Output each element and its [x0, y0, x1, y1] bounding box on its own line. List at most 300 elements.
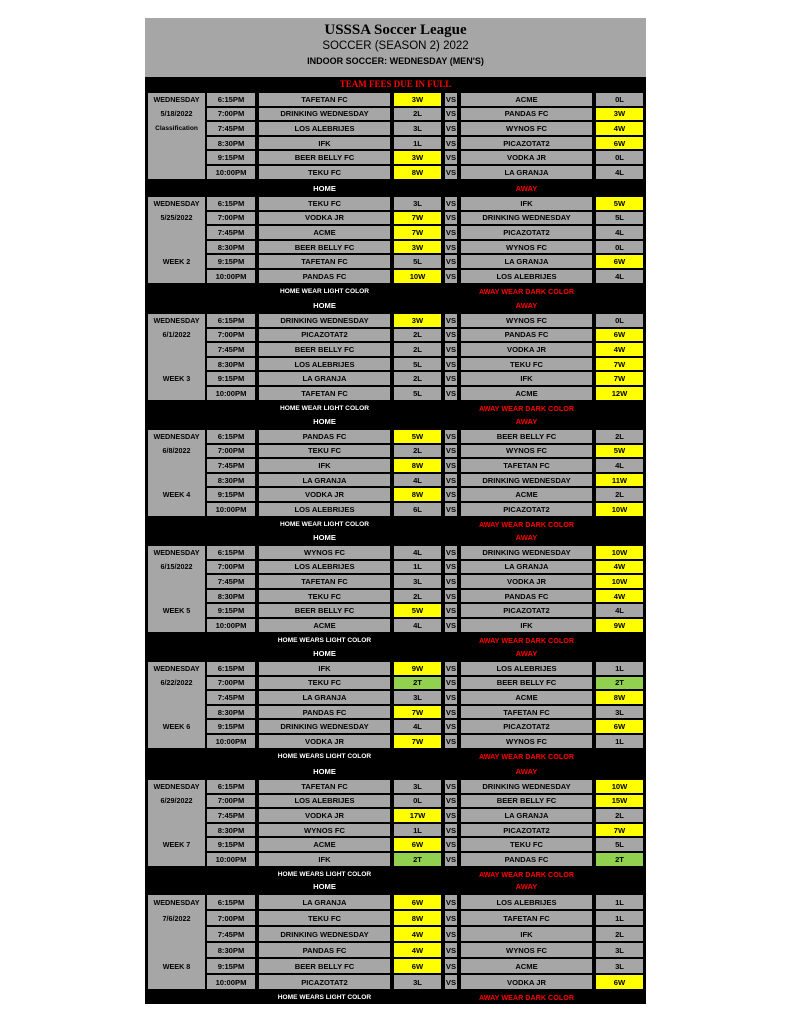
vs-label: VS	[444, 269, 458, 284]
vs-label: VS	[444, 121, 458, 136]
away-score: 4W	[595, 589, 644, 604]
week-date-label: 7/6/2022	[162, 913, 191, 923]
vs-label: VS	[444, 794, 458, 809]
away-team: WYNOS FC	[460, 121, 593, 136]
away-team: ACME	[460, 690, 593, 705]
home-team: VODKA JR	[258, 734, 391, 749]
game-time: 7:45PM	[206, 225, 256, 240]
away-score: 11W	[595, 473, 644, 488]
game-time: 8:30PM	[206, 240, 256, 255]
away-team: LOS ALEBRIJES	[460, 894, 593, 910]
home-team: LOS ALEBRIJES	[258, 121, 391, 136]
home-score: 2L	[393, 589, 442, 604]
game-time: 10:00PM	[206, 618, 256, 633]
away-score: 1L	[595, 661, 644, 676]
home-team: WYNOS FC	[258, 545, 391, 560]
game-time: 7:45PM	[206, 808, 256, 823]
away-header: AWAY	[515, 648, 538, 658]
home-score: 3W	[393, 92, 442, 107]
home-team: TAFETAN FC	[258, 574, 391, 589]
division-title: INDOOR SOCCER: WEDNESDAY (MEN'S)	[307, 56, 484, 66]
home-header: HOME	[313, 648, 336, 658]
home-team: TAFETAN FC	[258, 254, 391, 269]
away-score: 8W	[595, 690, 644, 705]
away-team: IFK	[460, 196, 593, 211]
week-number-label: WEEK 5	[162, 606, 191, 616]
away-wear-note: AWAY WEAR DARK COLOR	[478, 403, 575, 413]
home-team: DRINKING WEDNESDAY	[258, 313, 391, 328]
away-team: ACME	[460, 958, 593, 974]
away-team: VODKA JR	[460, 150, 593, 165]
away-score: 4L	[595, 458, 644, 473]
home-score: 8W	[393, 487, 442, 502]
home-team: PANDAS FC	[258, 269, 391, 284]
home-score: 2L	[393, 107, 442, 122]
away-team: ACME	[460, 386, 593, 401]
home-team: BEER BELLY FC	[258, 958, 391, 974]
game-time: 7:00PM	[206, 328, 256, 343]
away-score: 10W	[595, 545, 644, 560]
home-score: 1L	[393, 136, 442, 151]
vs-label: VS	[444, 926, 458, 942]
home-score: 3W	[393, 240, 442, 255]
away-team: PICAZOTAT2	[460, 603, 593, 618]
game-time: 10:00PM	[206, 734, 256, 749]
week-day-label: WEDNESDAY	[153, 663, 200, 673]
home-team: TEKU FC	[258, 910, 391, 926]
away-score: 5L	[595, 837, 644, 852]
home-score: 8W	[393, 458, 442, 473]
vs-label: VS	[444, 92, 458, 107]
week-date-label: 6/8/2022	[162, 446, 191, 456]
away-team: PICAZOTAT2	[460, 136, 593, 151]
vs-label: VS	[444, 894, 458, 910]
away-wear-note: AWAY WEAR DARK COLOR	[478, 519, 575, 529]
game-time: 8:30PM	[206, 589, 256, 604]
vs-label: VS	[444, 603, 458, 618]
vs-label: VS	[444, 473, 458, 488]
game-time: 7:00PM	[206, 794, 256, 809]
game-time: 8:30PM	[206, 705, 256, 720]
vs-label: VS	[444, 974, 458, 990]
week-day-label: WEDNESDAY	[153, 431, 200, 441]
home-team: IFK	[258, 661, 391, 676]
vs-label: VS	[444, 808, 458, 823]
vs-label: VS	[444, 734, 458, 749]
away-team: LA GRANJA	[460, 560, 593, 575]
away-team: TEKU FC	[460, 837, 593, 852]
week-date-label: 5/25/2022	[160, 213, 193, 223]
week-date-label: 6/29/2022	[160, 796, 193, 806]
away-team: TAFETAN FC	[460, 705, 593, 720]
away-team: WYNOS FC	[460, 942, 593, 958]
vs-label: VS	[444, 719, 458, 734]
away-score: 2L	[595, 808, 644, 823]
title-block	[145, 18, 646, 77]
away-score: 7W	[595, 823, 644, 838]
away-score: 7W	[595, 371, 644, 386]
away-team: LA GRANJA	[460, 808, 593, 823]
away-team: LOS ALEBRIJES	[460, 661, 593, 676]
home-team: IFK	[258, 136, 391, 151]
home-header: HOME	[313, 881, 336, 891]
home-team: WYNOS FC	[258, 823, 391, 838]
home-wear-note: HOME WEARS LIGHT COLOR	[277, 994, 372, 1001]
away-team: DRINKING WEDNESDAY	[460, 779, 593, 794]
away-team: BEER BELLY FC	[460, 794, 593, 809]
home-wear-note: HOME WEAR LIGHT COLOR	[279, 287, 369, 295]
game-time: 8:30PM	[206, 136, 256, 151]
game-time: 10:00PM	[206, 852, 256, 867]
game-time: 6:15PM	[206, 196, 256, 211]
vs-label: VS	[444, 458, 458, 473]
away-score: 0L	[595, 313, 644, 328]
away-score: 3L	[595, 705, 644, 720]
home-score: 5W	[393, 429, 442, 444]
away-team: PANDAS FC	[460, 328, 593, 343]
home-score: 5L	[393, 254, 442, 269]
home-score: 2T	[393, 852, 442, 867]
vs-label: VS	[444, 150, 458, 165]
week-number-label: WEEK 2	[162, 257, 191, 267]
home-team: LA GRANJA	[258, 894, 391, 910]
away-score: 10W	[595, 502, 644, 517]
vs-label: VS	[444, 502, 458, 517]
away-team: PANDAS FC	[460, 589, 593, 604]
game-time: 7:45PM	[206, 458, 256, 473]
game-time: 9:15PM	[206, 150, 256, 165]
home-score: 10W	[393, 269, 442, 284]
home-team: TAFETAN FC	[258, 92, 391, 107]
home-team: LOS ALEBRIJES	[258, 502, 391, 517]
away-score: 0L	[595, 240, 644, 255]
vs-label: VS	[444, 676, 458, 691]
away-header: AWAY	[515, 766, 538, 776]
vs-label: VS	[444, 136, 458, 151]
game-time: 7:00PM	[206, 676, 256, 691]
away-team: DRINKING WEDNESDAY	[460, 211, 593, 226]
week-number-label: Classification	[155, 124, 198, 132]
away-score: 6W	[595, 254, 644, 269]
away-score: 5W	[595, 196, 644, 211]
week-number-label: WEEK 7	[162, 840, 191, 850]
away-team: LA GRANJA	[460, 165, 593, 180]
home-team: IFK	[258, 458, 391, 473]
schedule-sheet	[145, 18, 646, 1004]
game-time: 7:00PM	[206, 560, 256, 575]
away-score: 6W	[595, 328, 644, 343]
away-score: 2T	[595, 676, 644, 691]
away-score: 2L	[595, 926, 644, 942]
away-team: WYNOS FC	[460, 734, 593, 749]
away-wear-note: AWAY WEAR DARK COLOR	[478, 286, 575, 296]
home-score: 6W	[393, 894, 442, 910]
vs-label: VS	[444, 444, 458, 459]
vs-label: VS	[444, 574, 458, 589]
home-team: LA GRANJA	[258, 690, 391, 705]
home-score: 4W	[393, 942, 442, 958]
league-title: USSSA Soccer League	[324, 22, 467, 38]
away-score: 5L	[595, 211, 644, 226]
away-score: 2T	[595, 852, 644, 867]
vs-label: VS	[444, 254, 458, 269]
home-score: 3L	[393, 690, 442, 705]
away-header: AWAY	[515, 416, 538, 426]
away-score: 0L	[595, 150, 644, 165]
game-time: 9:15PM	[206, 254, 256, 269]
game-time: 6:15PM	[206, 92, 256, 107]
vs-label: VS	[444, 823, 458, 838]
home-team: LOS ALEBRIJES	[258, 794, 391, 809]
home-team: LOS ALEBRIJES	[258, 357, 391, 372]
away-score: 6W	[595, 136, 644, 151]
vs-label: VS	[444, 958, 458, 974]
away-team: LA GRANJA	[460, 254, 593, 269]
home-score: 1L	[393, 560, 442, 575]
home-wear-note: HOME WEARS LIGHT COLOR	[277, 870, 372, 878]
vs-label: VS	[444, 196, 458, 211]
game-time: 7:00PM	[206, 444, 256, 459]
game-time: 6:15PM	[206, 429, 256, 444]
away-score: 10W	[595, 574, 644, 589]
away-score: 9W	[595, 618, 644, 633]
game-time: 9:15PM	[206, 487, 256, 502]
vs-label: VS	[444, 705, 458, 720]
away-score: 10W	[595, 779, 644, 794]
home-header: HOME	[313, 766, 336, 776]
away-team: PANDAS FC	[460, 852, 593, 867]
home-score: 4L	[393, 545, 442, 560]
home-team: BEER BELLY FC	[258, 150, 391, 165]
home-score: 8W	[393, 165, 442, 180]
game-time: 9:15PM	[206, 837, 256, 852]
away-team: ACME	[460, 487, 593, 502]
home-score: 8W	[393, 910, 442, 926]
vs-label: VS	[444, 107, 458, 122]
away-team: DRINKING WEDNESDAY	[460, 473, 593, 488]
away-score: 4W	[595, 342, 644, 357]
home-score: 4W	[393, 926, 442, 942]
away-team: DRINKING WEDNESDAY	[460, 545, 593, 560]
away-team: LOS ALEBRIJES	[460, 269, 593, 284]
home-score: 2L	[393, 342, 442, 357]
home-score: 3W	[393, 150, 442, 165]
season-title: SOCCER (SEASON 2) 2022	[322, 40, 469, 52]
game-time: 10:00PM	[206, 502, 256, 517]
week-number-label: WEEK 6	[162, 722, 191, 732]
away-score: 4W	[595, 560, 644, 575]
vs-label: VS	[444, 357, 458, 372]
home-header: HOME	[313, 183, 336, 193]
home-score: 4L	[393, 618, 442, 633]
home-team: LOS ALEBRIJES	[258, 560, 391, 575]
home-score: 2L	[393, 371, 442, 386]
home-team: PANDAS FC	[258, 705, 391, 720]
away-score: 6W	[595, 719, 644, 734]
away-score: 1L	[595, 910, 644, 926]
game-time: 10:00PM	[206, 165, 256, 180]
away-score: 1L	[595, 734, 644, 749]
home-team: PANDAS FC	[258, 429, 391, 444]
game-time: 8:30PM	[206, 473, 256, 488]
home-score: 5L	[393, 357, 442, 372]
home-score: 7W	[393, 734, 442, 749]
away-team: WYNOS FC	[460, 313, 593, 328]
away-score: 4L	[595, 225, 644, 240]
home-score: 3W	[393, 313, 442, 328]
vs-label: VS	[444, 211, 458, 226]
away-team: BEER BELLY FC	[460, 676, 593, 691]
away-score: 4W	[595, 121, 644, 136]
away-team: PANDAS FC	[460, 107, 593, 122]
home-score: 7W	[393, 211, 442, 226]
week-number-label: WEEK 8	[162, 961, 191, 971]
vs-label: VS	[444, 429, 458, 444]
away-team: VODKA JR	[460, 574, 593, 589]
home-team: VODKA JR	[258, 808, 391, 823]
away-wear-note: AWAY WEAR DARK COLOR	[478, 993, 575, 1002]
game-time: 8:30PM	[206, 357, 256, 372]
home-score: 9W	[393, 661, 442, 676]
home-score: 4L	[393, 473, 442, 488]
home-header: HOME	[313, 532, 336, 542]
vs-label: VS	[444, 240, 458, 255]
home-team: PANDAS FC	[258, 942, 391, 958]
game-time: 7:00PM	[206, 910, 256, 926]
home-team: VODKA JR	[258, 487, 391, 502]
game-time: 9:15PM	[206, 371, 256, 386]
week-day-label: WEDNESDAY	[153, 897, 200, 907]
away-wear-note: AWAY WEAR DARK COLOR	[478, 751, 575, 761]
game-time: 9:15PM	[206, 958, 256, 974]
away-header: AWAY	[515, 532, 538, 542]
away-score: 15W	[595, 794, 644, 809]
vs-label: VS	[444, 165, 458, 180]
week-day-label: WEDNESDAY	[153, 781, 200, 791]
away-score: 6W	[595, 974, 644, 990]
vs-label: VS	[444, 618, 458, 633]
home-team: TEKU FC	[258, 165, 391, 180]
vs-label: VS	[444, 342, 458, 357]
away-score: 7W	[595, 357, 644, 372]
away-score: 12W	[595, 386, 644, 401]
game-time: 7:45PM	[206, 342, 256, 357]
game-time: 10:00PM	[206, 269, 256, 284]
home-score: 3L	[393, 779, 442, 794]
home-team: TAFETAN FC	[258, 779, 391, 794]
away-team: IFK	[460, 618, 593, 633]
away-team: VODKA JR	[460, 974, 593, 990]
game-time: 10:00PM	[206, 386, 256, 401]
week-number-label: WEEK 4	[162, 490, 191, 500]
home-score: 6W	[393, 958, 442, 974]
away-team: PICAZOTAT2	[460, 502, 593, 517]
away-score: 0L	[595, 92, 644, 107]
home-wear-note: HOME WEARS LIGHT COLOR	[277, 636, 372, 644]
away-score: 4L	[595, 269, 644, 284]
home-score: 2L	[393, 444, 442, 459]
week-date-label: 6/22/2022	[160, 678, 193, 688]
home-score: 2T	[393, 676, 442, 691]
home-team: TEKU FC	[258, 676, 391, 691]
game-time: 8:30PM	[206, 942, 256, 958]
vs-label: VS	[444, 589, 458, 604]
vs-label: VS	[444, 560, 458, 575]
away-team: PICAZOTAT2	[460, 719, 593, 734]
home-team: LA GRANJA	[258, 371, 391, 386]
home-score: 4L	[393, 719, 442, 734]
home-team: LA GRANJA	[258, 473, 391, 488]
game-time: 7:45PM	[206, 926, 256, 942]
game-time: 6:15PM	[206, 545, 256, 560]
home-team: DRINKING WEDNESDAY	[258, 719, 391, 734]
away-team: ACME	[460, 92, 593, 107]
vs-label: VS	[444, 386, 458, 401]
vs-label: VS	[444, 545, 458, 560]
away-header: AWAY	[515, 183, 538, 193]
away-team: PICAZOTAT2	[460, 225, 593, 240]
away-score: 1L	[595, 894, 644, 910]
vs-label: VS	[444, 910, 458, 926]
vs-label: VS	[444, 328, 458, 343]
game-time: 6:15PM	[206, 894, 256, 910]
away-team: TAFETAN FC	[460, 910, 593, 926]
away-score: 4L	[595, 165, 644, 180]
home-team: TEKU FC	[258, 196, 391, 211]
away-wear-note: AWAY WEAR DARK COLOR	[478, 869, 575, 879]
away-score: 3L	[595, 942, 644, 958]
home-team: BEER BELLY FC	[258, 603, 391, 618]
home-team: DRINKING WEDNESDAY	[258, 107, 391, 122]
week-date-label: 6/1/2022	[162, 330, 191, 340]
home-score: 1L	[393, 823, 442, 838]
week-date-label: 5/18/2022	[160, 109, 193, 119]
away-team: WYNOS FC	[460, 444, 593, 459]
vs-label: VS	[444, 942, 458, 958]
game-time: 9:15PM	[206, 719, 256, 734]
home-score: 3L	[393, 974, 442, 990]
away-score: 4L	[595, 603, 644, 618]
game-time: 8:30PM	[206, 823, 256, 838]
away-team: WYNOS FC	[460, 240, 593, 255]
home-team: BEER BELLY FC	[258, 342, 391, 357]
game-time: 6:15PM	[206, 661, 256, 676]
home-score: 5L	[393, 386, 442, 401]
home-team: PICAZOTAT2	[258, 328, 391, 343]
home-team: TEKU FC	[258, 589, 391, 604]
home-score: 3L	[393, 196, 442, 211]
game-time: 7:45PM	[206, 574, 256, 589]
away-header: AWAY	[515, 300, 538, 310]
game-time: 7:45PM	[206, 690, 256, 705]
away-team: TAFETAN FC	[460, 458, 593, 473]
home-team: TEKU FC	[258, 444, 391, 459]
home-wear-note: HOME WEAR LIGHT COLOR	[279, 520, 369, 528]
home-score: 3L	[393, 574, 442, 589]
home-team: ACME	[258, 225, 391, 240]
home-team: BEER BELLY FC	[258, 240, 391, 255]
home-header: HOME	[313, 416, 336, 426]
away-score: 2L	[595, 429, 644, 444]
away-score: 3W	[595, 107, 644, 122]
game-time: 6:15PM	[206, 313, 256, 328]
home-wear-note: HOME WEARS LIGHT COLOR	[277, 752, 372, 760]
home-team: PICAZOTAT2	[258, 974, 391, 990]
away-team: TEKU FC	[460, 357, 593, 372]
vs-label: VS	[444, 837, 458, 852]
home-team: ACME	[258, 837, 391, 852]
away-team: PICAZOTAT2	[460, 823, 593, 838]
